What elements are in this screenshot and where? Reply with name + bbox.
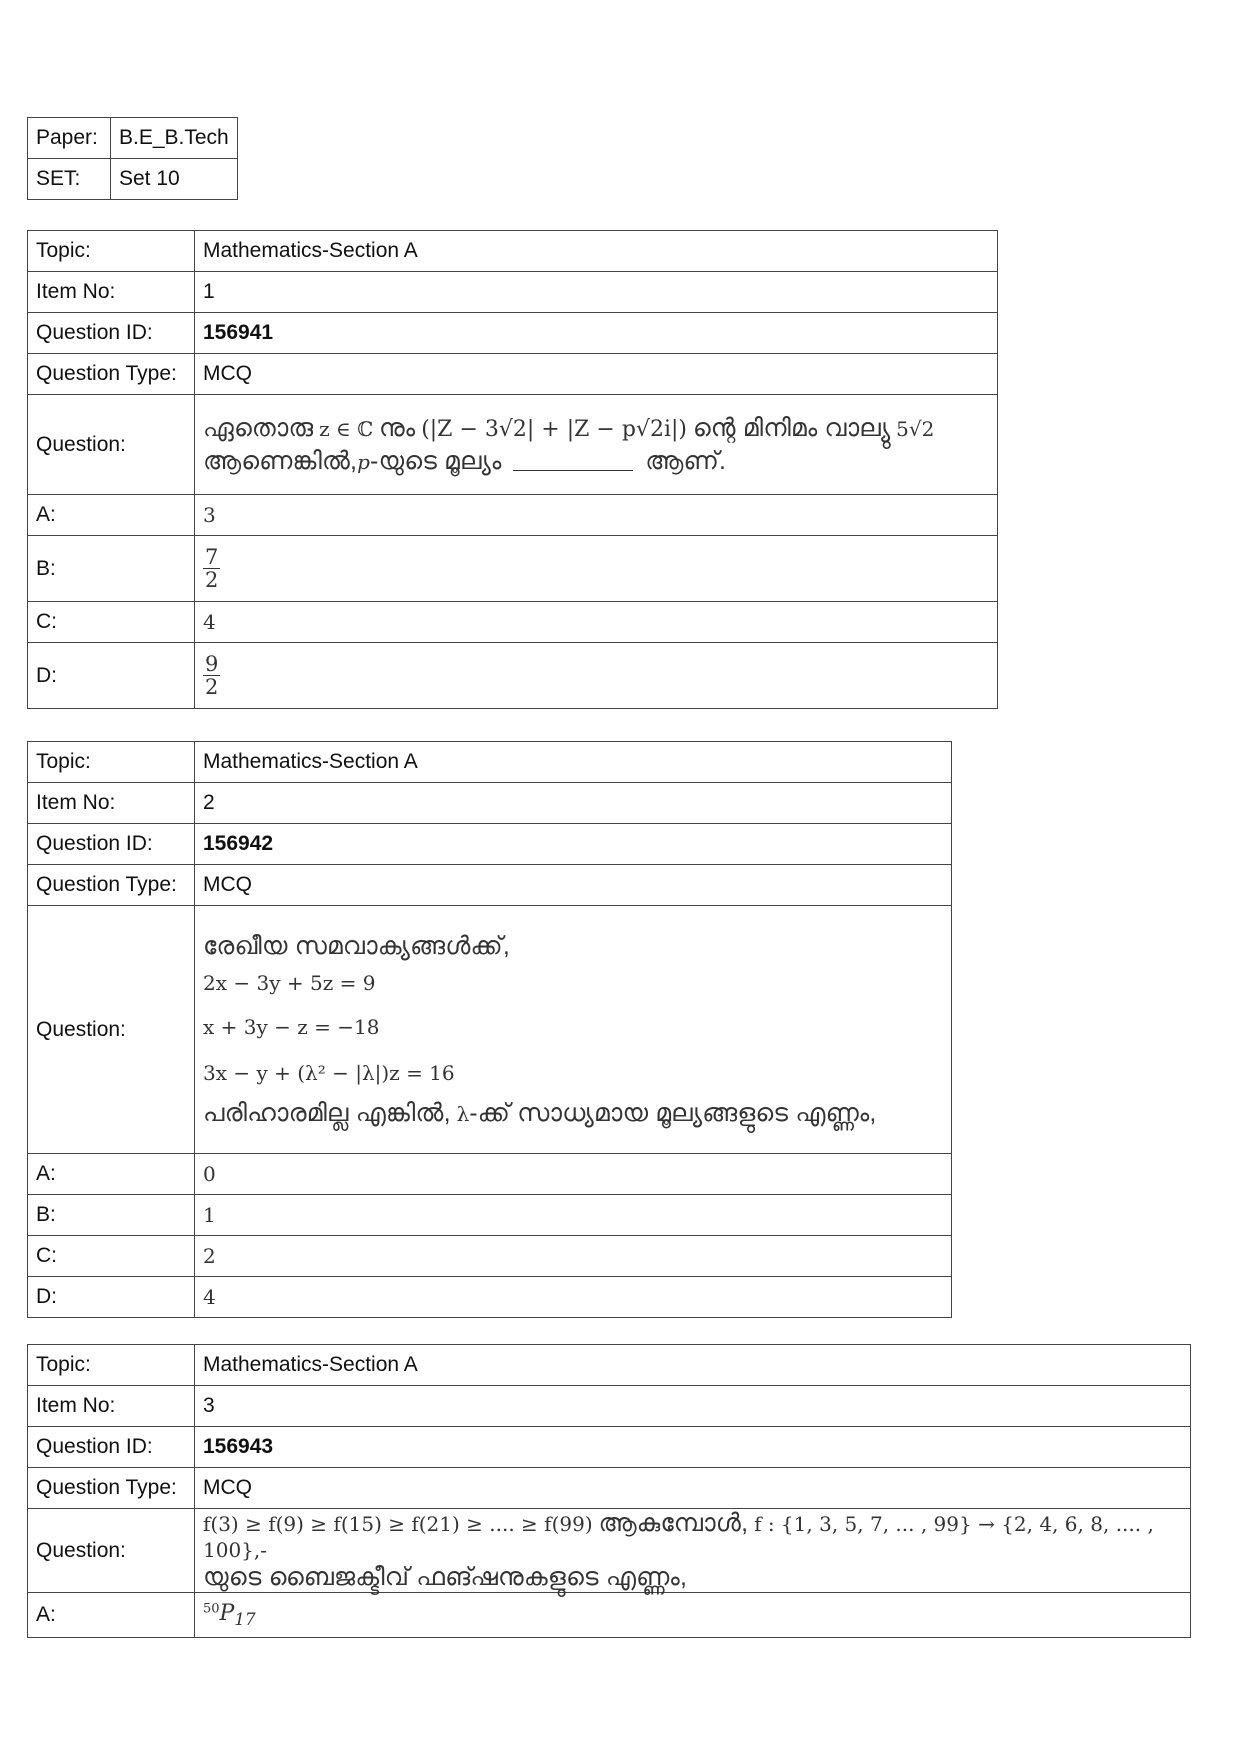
question-text-part: ആകുമ്പോൾ, (598, 1509, 749, 1537)
fraction-denominator: 2 (205, 568, 219, 592)
question-math: 5√2 (896, 416, 935, 441)
question-text-part: ആണെങ്കിൽ, (203, 446, 358, 475)
topic-label: Topic: (28, 742, 195, 783)
answer-blank (513, 470, 633, 471)
question-math: f(3) ≥ f(9) ≥ f(15) ≥ f(21) ≥ .... ≥ f(99) (203, 1512, 593, 1536)
option-a-label: A: (28, 495, 195, 536)
question-id-label: Question ID: (28, 313, 195, 354)
question-text-part: ,- (253, 1538, 268, 1562)
option-d-label: D: (28, 643, 195, 709)
item-no-value: 2 (195, 783, 952, 824)
question-text-part: ആണ്. (645, 446, 727, 475)
question-type-label: Question Type: (28, 1468, 195, 1509)
option-d-label: D: (28, 1277, 195, 1318)
topic-label: Topic: (28, 231, 195, 272)
question-id-label: Question ID: (28, 824, 195, 865)
question-type-label: Question Type: (28, 865, 195, 906)
option-b-label: B: (28, 1195, 195, 1236)
option-b-value: 1 (195, 1195, 952, 1236)
question-text-part: നും (378, 413, 416, 442)
option-c-label: C: (28, 1236, 195, 1277)
question-id-value: 156943 (195, 1427, 1191, 1468)
topic-value: Mathematics-Section A (195, 231, 998, 272)
item-no-label: Item No: (28, 272, 195, 313)
question-table-1 (27, 230, 998, 709)
question-type-value: MCQ (195, 865, 952, 906)
question-type-value: MCQ (195, 354, 998, 395)
question-math: f : {1, 3, 5, 7, ... , 99} → {2, 4, 6, 8, .... , 100} (203, 1512, 1154, 1562)
fraction-numerator: 7 (205, 544, 219, 569)
question-text-part: -ക്ക് സാധ്യമായ മൂല്യങ്ങളുടെ എണ്ണം, (469, 1098, 877, 1127)
question-table-2 (27, 741, 952, 1318)
question-text-part: ന്റെ മിനിമം വാല്യു (692, 413, 891, 442)
question-math: (|Z − 3√2| + |Z − p√2i|) (421, 416, 687, 442)
question-table-3 (27, 1344, 1191, 1638)
fraction-numerator: 9 (205, 651, 219, 676)
permutation-symbol: P (219, 1601, 235, 1626)
permutation-superscript: 50 (203, 1601, 220, 1617)
fraction (203, 653, 220, 698)
question-math: z ∈ ℂ (319, 416, 374, 441)
question-type-label: Question Type: (28, 354, 195, 395)
option-a-value (195, 1593, 1191, 1638)
question-text (195, 1509, 1191, 1593)
topic-value: Mathematics-Section A (195, 1345, 1191, 1386)
question-math: p (357, 449, 370, 474)
option-d-value (195, 643, 998, 709)
option-c-value: 2 (195, 1236, 952, 1277)
question-text (195, 395, 998, 495)
question-id-label: Question ID: (28, 1427, 195, 1468)
set-value: Set 10 (111, 159, 238, 200)
option-c-value: 4 (195, 602, 998, 643)
question-label: Question: (28, 906, 195, 1154)
paper-label: Paper: (28, 118, 111, 159)
option-c-label: C: (28, 602, 195, 643)
topic-value: Mathematics-Section A (195, 742, 952, 783)
topic-label: Topic: (28, 1345, 195, 1386)
set-label: SET: (28, 159, 111, 200)
question-label: Question: (28, 395, 195, 495)
question-math: λ (456, 1101, 470, 1126)
question-text (195, 906, 952, 1154)
fraction (203, 546, 220, 591)
question-text-part: പരിഹാരമില്ല എങ്കിൽ, (203, 1098, 451, 1127)
question-type-value: MCQ (195, 1468, 1191, 1509)
option-a-label: A: (28, 1593, 195, 1638)
question-id-value: 156941 (195, 313, 998, 354)
item-no-value: 3 (195, 1386, 1191, 1427)
question-text-part: ഏതൊരു (203, 413, 314, 442)
question-id-value: 156942 (195, 824, 952, 865)
question-text-part: യുടെ ബൈജക്ടീവ് ഫങ്ഷനുകളുടെ എണ്ണം, (203, 1563, 688, 1591)
fraction-denominator: 2 (205, 675, 219, 699)
option-b-value (195, 536, 998, 602)
option-a-label: A: (28, 1154, 195, 1195)
option-a-value: 3 (195, 495, 998, 536)
paper-info-table (27, 117, 238, 200)
item-no-label: Item No: (28, 1386, 195, 1427)
question-intro: രേഖീയ സമവാക്യങ്ങൾക്ക്, (203, 931, 510, 960)
option-b-label: B: (28, 536, 195, 602)
equation-2: x + 3y − z = −18 (203, 1014, 380, 1039)
item-no-value: 1 (195, 272, 998, 313)
equation-3: 3x − y + (λ² − |λ|)z = 16 (203, 1060, 455, 1085)
item-no-label: Item No: (28, 783, 195, 824)
question-label: Question: (28, 1509, 195, 1593)
question-text-part: -യുടെ മൂല്യം (369, 446, 502, 475)
paper-value: B.E_B.Tech (111, 118, 238, 159)
option-a-value: 0 (195, 1154, 952, 1195)
permutation-subscript: 17 (234, 1610, 256, 1629)
option-d-value: 4 (195, 1277, 952, 1318)
equation-1: 2x − 3y + 5z = 9 (203, 970, 376, 995)
